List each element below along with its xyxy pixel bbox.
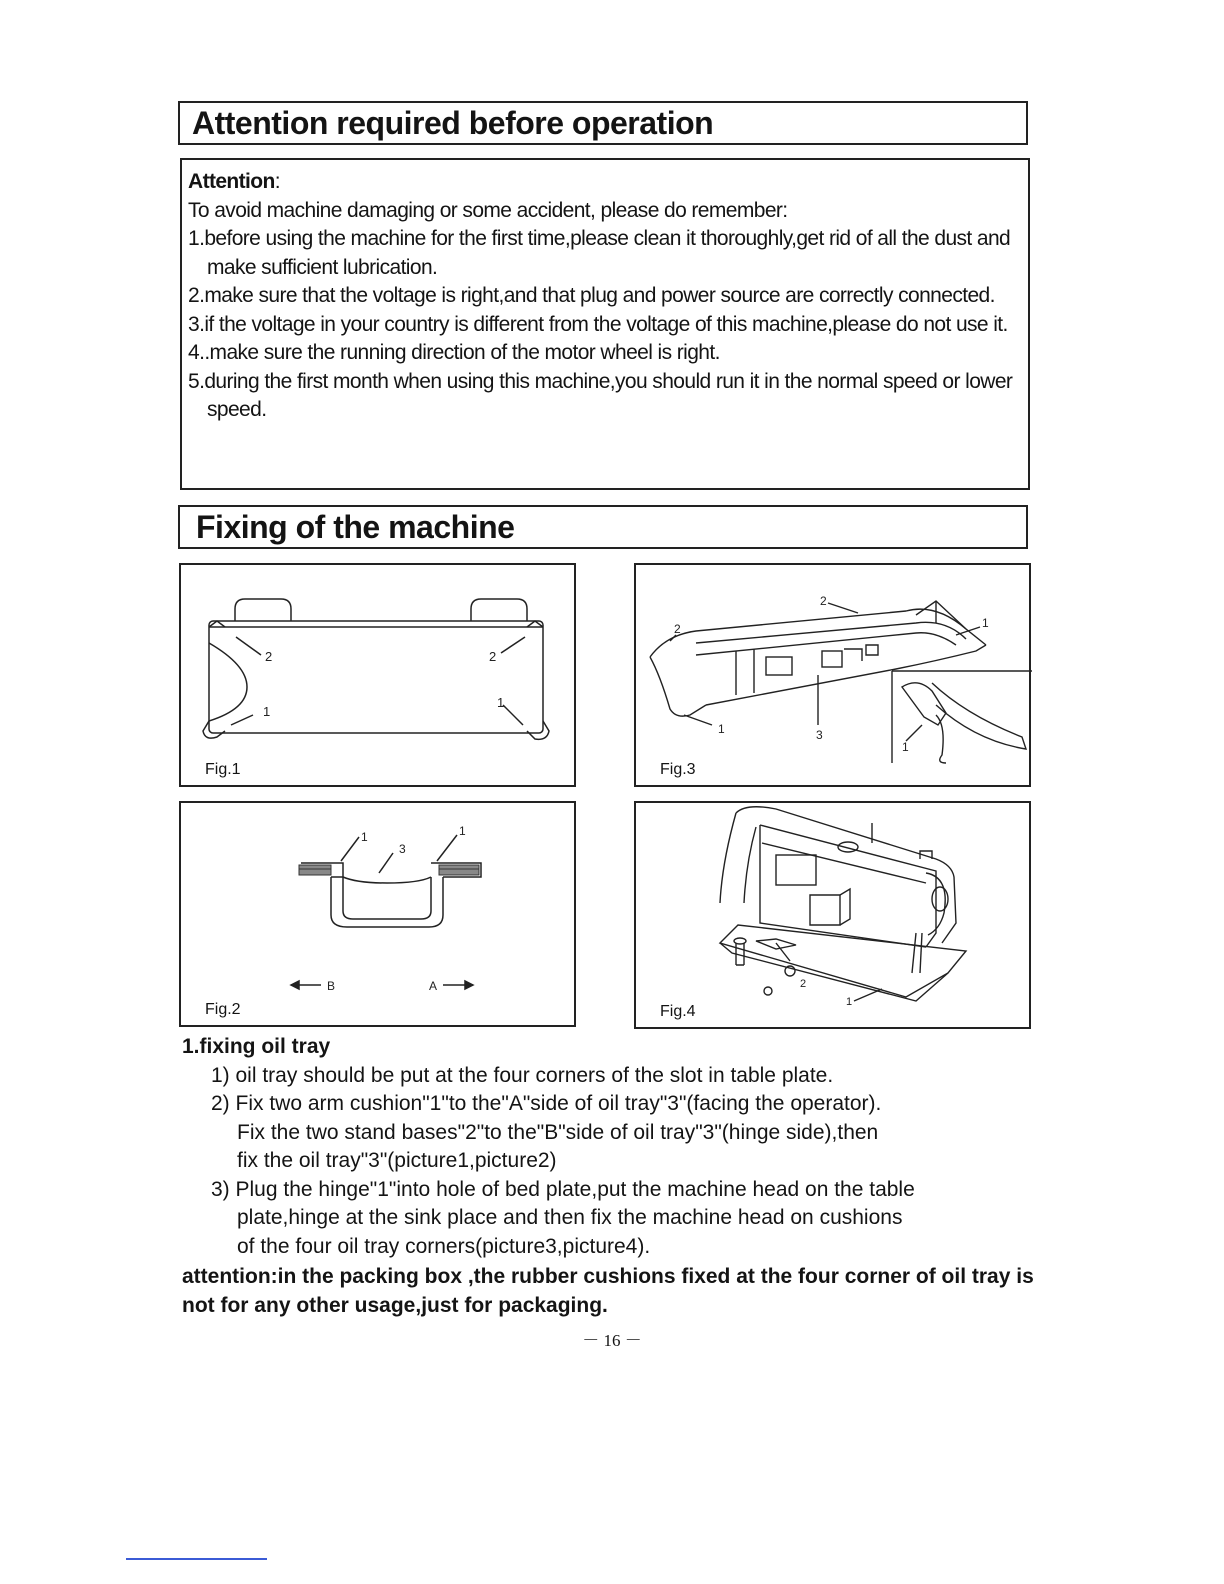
oil-tray-top-view-drawing — [181, 565, 578, 789]
fig1-label-2a: 2 — [265, 649, 273, 664]
figure-3 — [634, 563, 1031, 787]
step-2-line-3: fix the oil tray"3"(picture1,picture2) — [237, 1149, 557, 1172]
step-1: 1) oil tray should be put at the four corners of the slot in table plate. — [211, 1063, 834, 1087]
attention-intro: To avoid machine damaging or some accident, please do remember: — [188, 198, 788, 222]
fig2-label-1a: 1 — [361, 830, 368, 844]
packaging-warning: attention:in the packing box ,the rubber cushions fixed at the four corner of oil tray is not for any other usage,just for packaging. — [182, 1265, 1034, 1317]
fig1-label-2b: 2 — [489, 649, 497, 664]
step-2-line-2: Fix the two stand bases"2"to the"B"side of oil tray"3"(hinge side),then — [237, 1120, 879, 1144]
oil-tray-section-drawing — [181, 803, 578, 1029]
machine-bed-drawing — [636, 565, 1033, 789]
footer-rule — [126, 1558, 267, 1560]
fig3-label-1c: 1 — [902, 740, 909, 754]
title-fixing: Fixing of the machine — [196, 509, 515, 545]
fig3-label-2a: 2 — [820, 594, 827, 608]
fig4-label-2: 2 — [800, 978, 807, 990]
fig3-label-1b: 1 — [718, 722, 725, 736]
sewing-machine-drawing — [636, 803, 1033, 1031]
fig3-label-3: 3 — [816, 728, 823, 742]
fig3-label-2b: 2 — [674, 622, 681, 636]
fig2-label-3: 3 — [399, 842, 406, 856]
attention-label: Attention — [188, 170, 275, 193]
step-2: 2) Fix two arm cushion"1"to the"A"side of oil tray"3"(facing the operator). — [211, 1092, 882, 1115]
fixing-steps — [182, 1033, 1042, 1261]
fig2-caption: Fig.2 — [205, 1001, 241, 1018]
step-3-line-2: plate,hinge at the sink place and then fix the machine head on cushions — [237, 1206, 903, 1229]
page-number: － 16 － — [582, 1331, 642, 1350]
fig2-label-B: B — [327, 979, 336, 993]
fig1-label-1b: 1 — [497, 695, 505, 710]
attention-item: 3.if the voltage in your country is different from the voltage of this machine,please do not use it. — [188, 312, 1008, 336]
attention-box — [180, 158, 1030, 490]
fig4-caption: Fig.4 — [660, 1003, 696, 1020]
fig3-caption: Fig.3 — [660, 761, 696, 778]
attention-item: 5.during the first month when using this machine,you should run it in the normal speed or lower speed. — [188, 369, 1013, 421]
attention-item: 2.make sure that the voltage is right,and that plug and power source are correctly connected. — [188, 284, 995, 307]
fig4-label-1: 1 — [846, 996, 853, 1008]
fig2-label-1b: 1 — [459, 824, 466, 838]
fig3-label-1a: 1 — [982, 616, 989, 630]
attention-label-line — [188, 168, 1028, 197]
section-title-attention — [178, 101, 1028, 145]
step-3-line-3: of the four oil tray corners(picture3,picture4). — [237, 1234, 651, 1258]
attention-item: 4..make sure the running direction of the motor wheel is right. — [188, 341, 720, 364]
figure-1 — [179, 563, 576, 787]
figure-4 — [634, 801, 1031, 1029]
figure-2 — [179, 801, 576, 1027]
fig1-label-1a: 1 — [263, 704, 271, 719]
title-attention: Attention required before operation — [192, 105, 714, 141]
fig2-label-A: A — [429, 979, 438, 993]
steps-heading: 1.fixing oil tray — [182, 1035, 331, 1058]
attention-colon: : — [274, 170, 280, 193]
section-title-fixing — [178, 505, 1028, 549]
step-3: 3) Plug the hinge"1"into hole of bed plate,put the machine head on the table — [211, 1177, 915, 1201]
attention-item: 1.before using the machine for the first time,please clean it thoroughly,get rid of all the dust and make sufficient lubrication. — [188, 227, 1011, 279]
attention-list — [188, 225, 1028, 425]
fig1-caption: Fig.1 — [205, 761, 241, 778]
